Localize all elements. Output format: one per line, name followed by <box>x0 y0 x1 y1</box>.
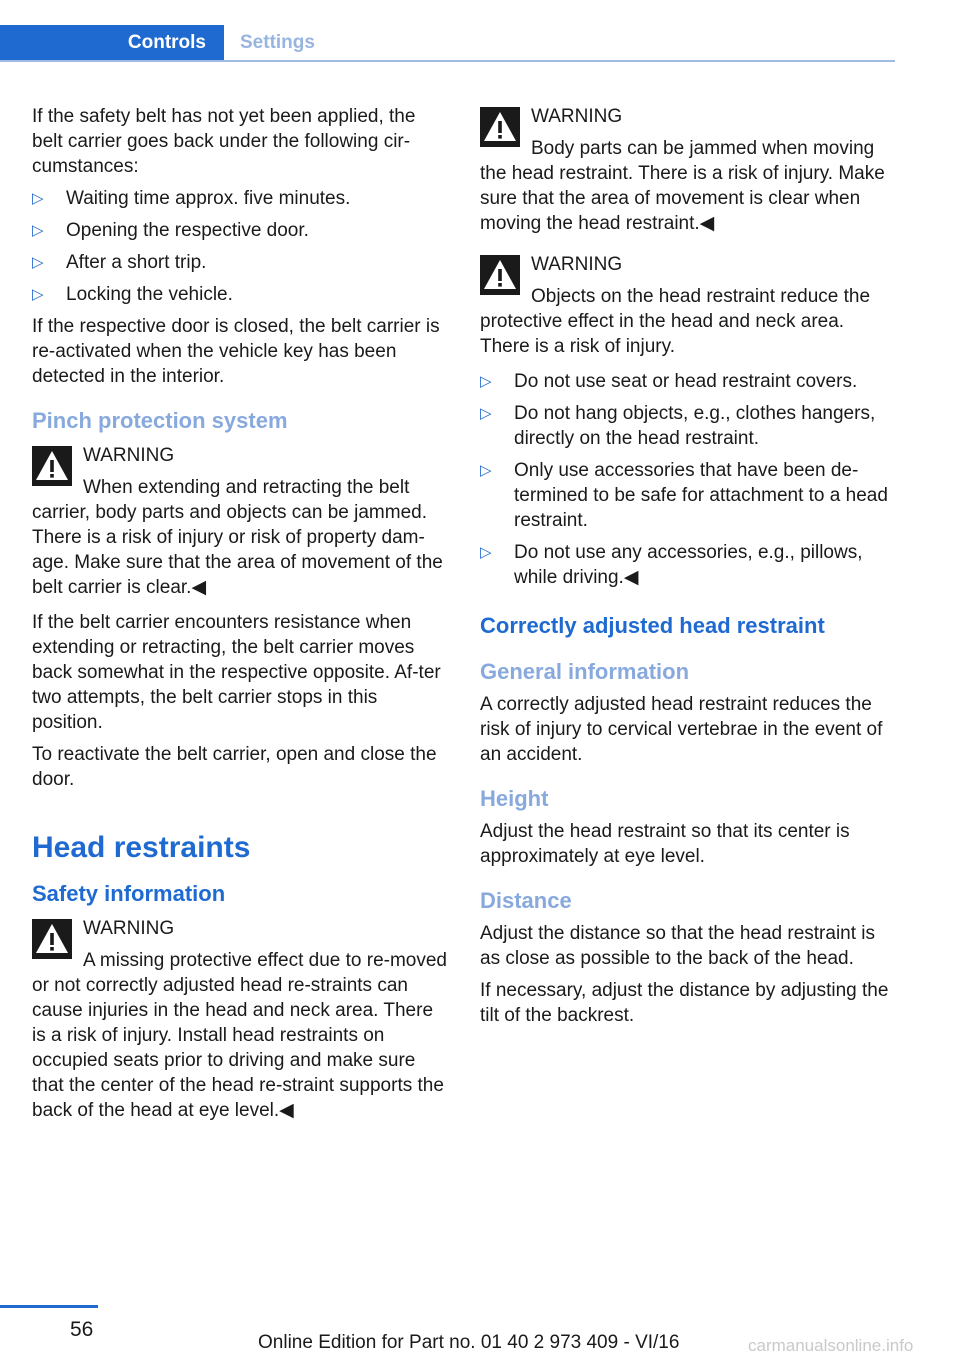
triangle-right-icon: ▷ <box>32 286 44 303</box>
list-item: ▷ Opening the respective door. <box>32 220 309 241</box>
warning-block <box>32 443 450 600</box>
warning-text: When extending and retracting the belt carrier, body parts and objects can be jammed. There is a risk of injury or risk of property dam-age. Make sure that the area of movement of the belt carrier is clear.◀ <box>32 477 443 598</box>
paragraph: If the respective door is closed, the belt carrier is re-activated when the vehicle key has been detected in the interior. <box>32 316 440 387</box>
paragraph: A correctly adjusted head restraint reduces the risk of injury to cervical vertebrae in the event of an accident. <box>480 694 883 765</box>
triangle-right-icon: ▷ <box>32 254 44 271</box>
safety-information-heading: Safety information <box>32 881 226 906</box>
tab-settings[interactable]: Settings <box>240 32 315 53</box>
warning-title: WARNING <box>83 445 175 466</box>
online-edition-text: Online Edition for Part no. 01 40 2 973 409 - VI/16 <box>258 1332 680 1353</box>
pinch-protection-heading: Pinch protection system <box>32 408 288 433</box>
triangle-right-icon: ▷ <box>480 373 492 390</box>
belt-carrier-conditions-list <box>32 186 450 307</box>
warning-title: WARNING <box>83 918 175 939</box>
paragraph: If necessary, adjust the distance by adjusting the tilt of the backrest. <box>480 980 889 1026</box>
warning-triangle-icon <box>480 107 520 147</box>
warning-block <box>480 252 898 359</box>
triangle-right-icon: ▷ <box>32 190 44 207</box>
paragraph: If the safety belt has not yet been applied, the belt carrier goes back under the following cir-cumstances: <box>32 106 416 177</box>
list-item: ▷ Do not hang objects, e.g., clothes hangers, directly on the head restraint. <box>480 403 876 449</box>
warning-text: Objects on the head restraint reduce the protective effect in the head and neck area. There is a risk of injury. <box>480 286 871 357</box>
correctly-adjusted-heading: Correctly adjusted head restraint <box>480 613 825 638</box>
height-heading: Height <box>480 786 549 811</box>
head-restraint-rules-list <box>480 369 898 590</box>
paragraph: If the belt carrier encounters resistance when extending or retracting, the belt carrier moves back somewhat in the respective opposite. Af-ter two attempts, the belt carrier stops in this position. <box>32 612 441 733</box>
header-divider <box>0 60 895 62</box>
warning-title: WARNING <box>531 254 623 275</box>
general-information-heading: General information <box>480 659 690 684</box>
warning-title: WARNING <box>531 106 623 127</box>
triangle-right-icon: ▷ <box>32 222 44 239</box>
header-tabs <box>0 25 895 62</box>
warning-block <box>480 104 898 236</box>
page-number: 56 <box>70 1318 94 1341</box>
page-number-rule <box>0 1305 98 1308</box>
warning-text: Body parts can be jammed when moving the head restraint. There is a risk of injury. Make sure that the area of movement is clear when moving the head restraint.◀ <box>480 138 885 234</box>
watermark: carmanualsonline.info <box>748 1336 914 1355</box>
warning-block <box>32 916 450 1123</box>
triangle-right-icon: ▷ <box>480 462 492 479</box>
paragraph: To reactivate the belt carrier, open and close the door. <box>32 744 437 790</box>
list-item: ▷ Waiting time approx. five minutes. <box>32 188 351 209</box>
warning-triangle-icon <box>32 446 72 486</box>
left-column <box>32 104 450 1133</box>
warning-text: A missing protective effect due to re-moved or not correctly adjusted head re-straints can cause injuries in the head and neck area. There is a risk of injury. Install head restraints on occupied seats prior to driving and make sure that the center of the head re-straint supports the back of the head at eye level.◀ <box>32 950 447 1121</box>
list-item: ▷ Locking the vehicle. <box>32 284 233 305</box>
tab-controls[interactable]: Controls <box>0 25 224 60</box>
distance-heading: Distance <box>480 888 572 913</box>
list-item: ▷ Only use accessories that have been de-termined to be safe for attachment to a head restraint. <box>480 460 888 531</box>
warning-triangle-icon <box>480 255 520 295</box>
list-item: ▷ Do not use seat or head restraint covers. <box>480 371 858 392</box>
right-column <box>480 104 898 1035</box>
list-item: ▷ Do not use any accessories, e.g., pillows, while driving.◀ <box>480 542 863 588</box>
triangle-right-icon: ▷ <box>480 405 492 422</box>
head-restraints-heading: Head restraints <box>32 831 251 864</box>
paragraph: Adjust the distance so that the head restraint is as close as possible to the back of the head. <box>480 923 876 969</box>
warning-triangle-icon <box>32 919 72 959</box>
list-item: ▷ After a short trip. <box>32 252 207 273</box>
triangle-right-icon: ▷ <box>480 544 492 561</box>
paragraph: Adjust the head restraint so that its center is approximately at eye level. <box>480 821 850 867</box>
